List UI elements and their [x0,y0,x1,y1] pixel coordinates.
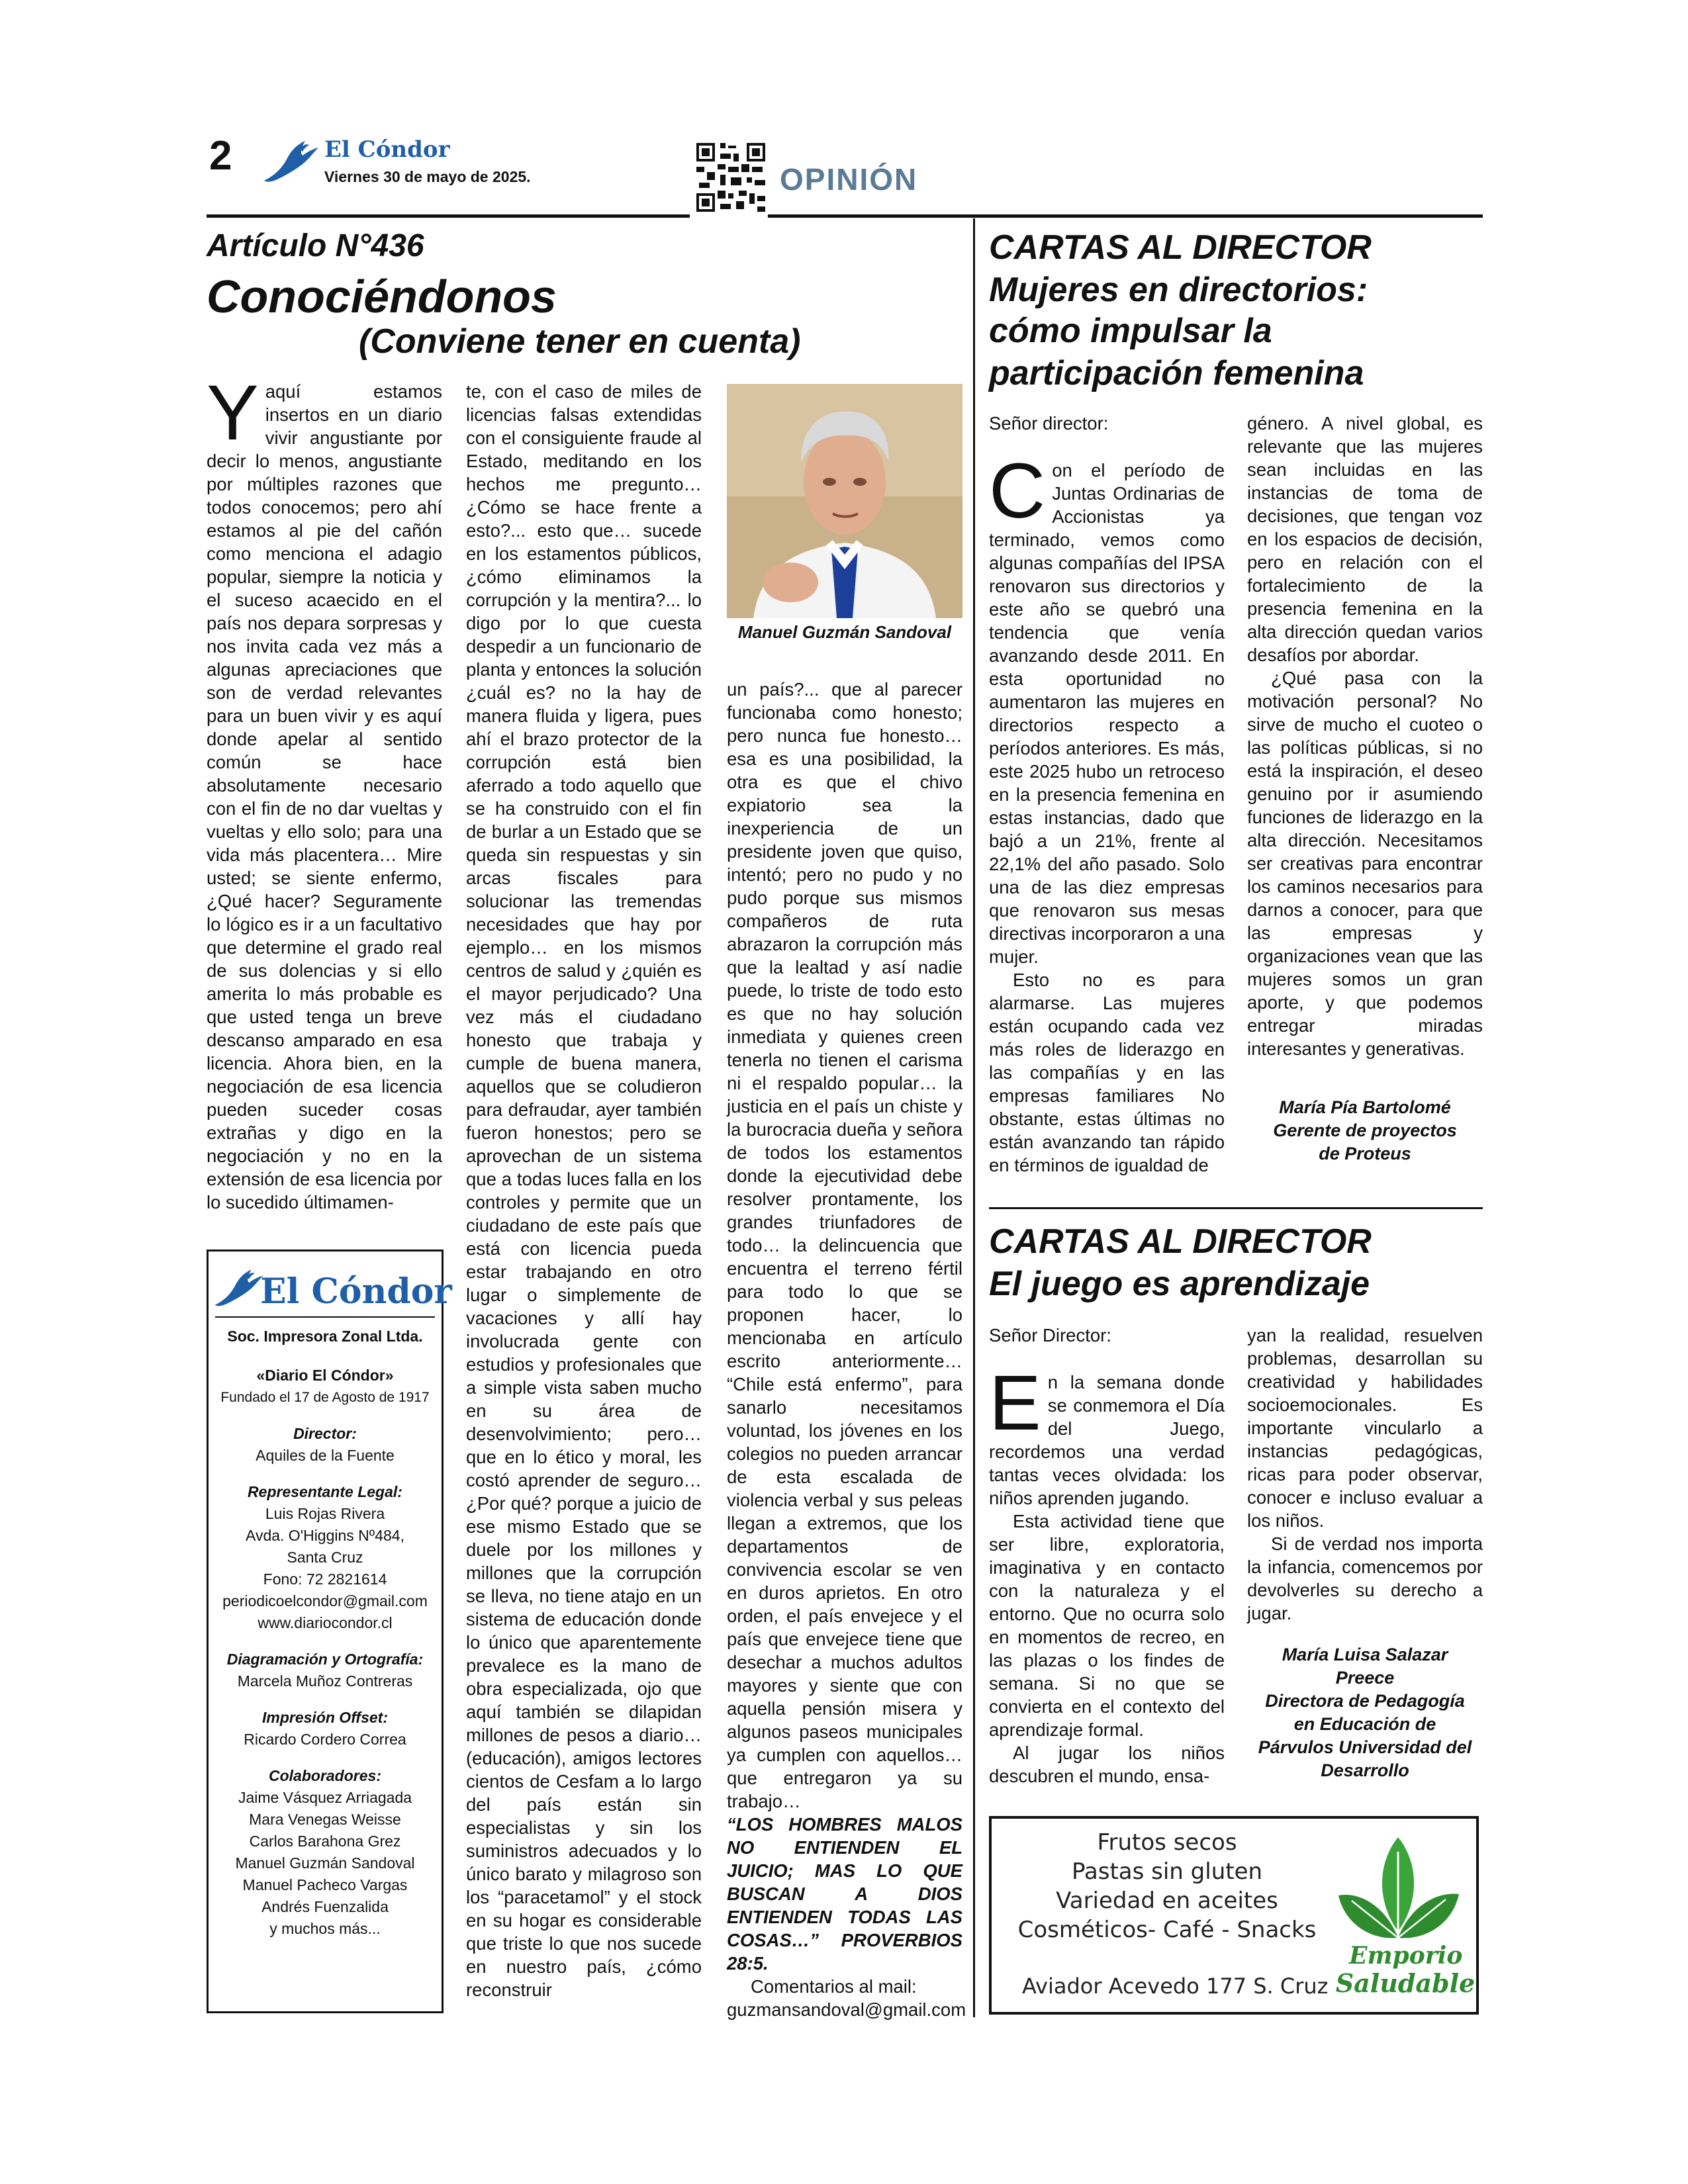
letter1-signature-1: María Pía Bartolomé [1279,1097,1451,1117]
letter2-signature-4: en Educación de [1293,1714,1436,1734]
header-rule-left [207,214,690,218]
director-label: Director: [293,1425,357,1442]
condor-logo-icon [212,1265,265,1312]
letter1-column-1 [989,412,1225,1177]
collaborator-item: Jaime Vásquez Arriagada [238,1789,412,1806]
letter2-signature-1: María Luisa Salazar [1282,1645,1448,1664]
phone: Fono: 72 2821614 [263,1570,387,1588]
ad-line-4: Cosméticos- Café - Snacks [1017,1917,1317,1943]
qr-code-icon [694,140,768,214]
letter1-kicker: CARTAS AL DIRECTOR [989,228,1372,267]
collaborator-item: Mara Venegas Weisse [249,1811,401,1828]
letter2-col1-p1: n la semana donde se conmemora el Día del Juego, recordemos una verdad tantas veces olvidada: los niños aprenden jugando. [989,1372,1225,1508]
header-logo-text: El Cóndor [324,136,450,163]
masthead-box [207,1250,452,2013]
section-title: OPINIÓN [780,162,918,197]
letter1-dropcap: C [989,447,1046,535]
header-date: Viernes 30 de mayo de 2025. [324,168,531,185]
ad-line-3: Variedad en aceites [1056,1888,1278,1914]
letter2-signature-5: Párvulos Universidad del [1258,1737,1472,1757]
letter2-signature-6: Desarrollo [1321,1760,1409,1780]
ad-address: Aviador Acevedo 177 S. Cruz [1022,1974,1329,1999]
collaborator-item: Manuel Guzmán Sandoval [235,1854,415,1872]
article-col3-text: un país?... que al parecer funcionaba como honesto; pero nunca fue honesto… esa es una posibilidad, la otra es que el chivo expiatorio sea la inexperiencia de un presidente joven que quiso, intentó; pero no pudo y no pudo porque sus mismos compañeros de ruta abrazaron la corrupción más que la lealtad y así nadie puede, lo triste de todo esto es que no hay solución inmediata y quienes creen tenerla no tienen el carisma ni el respaldo popular… la justicia en el país un chiste y la burocracia dueña y señora de todos los estamentos donde la ejecutividad debe resolver prontamente, los grandes triunfadores de todo… la delincuencia que encuentra el terreno fértil para todo lo que se proponen hacer, lo mencionaba en artículo escrito anteriormente… “Chile está enfermo”, para sanarlo necesitamos voluntad, los jóvenes en los colegios no pueden arrancar de esta escalada de violencia verbal y sus peleas llegan a extremos, que los departamentos de convivencia escolar se ven en duros aprietos. En otro orden, el país envejece y el país que envejece tiene que desechar a muchos adultos mayores y siente que con aquella pensión misera y algunos paseos municipales ya cumplen con aquellos… que entregaron ya su trabajo… [727,679,962,1811]
article-column-1 [207,369,442,1214]
letter1-col1-p2: Esto no es para alarmarse. Las mujeres están ocupando cada vez más roles de liderazgo en las compañías y en las empresas familiares No obstante, estas últimas no están avanzando tan rápido en términos de igualdad de [989,970,1225,1175]
letter2-salutation: Señor Director: [989,1325,1111,1345]
masthead-logo-text: El Cóndor [260,1271,452,1312]
letter1-col1-p1: on el período de Juntas Ordinarias de Accionistas ya terminado, vemos como algunas compañías del IPSA renovaron sus directorios y este año se quebró una tendencia que venía avanzando desde 2011. En esta oportunidad no aumentaron las mujeres en directorios respecto a períodos anteriores. Es más, este 2025 hubo un retroceso en la presencia femenina en estas instancias, dado que bajó a un 21%, frente al 22,1% del año pasado. Solo una de las diez empresas que renovaron sus mesas directivas incorporaron a una mujer. [989,460,1225,967]
article-subtitle: (Conviene tener en cuenta) [359,322,801,361]
director-name: Aquiles de la Fuente [256,1447,395,1464]
article-col1-text: aquí estamos insertos en un diario vivir angustiante por decir lo menos, angustiante por múltiples razones que todos conocemos; pero ahí estamos al pie del cañón como menciona el adagio popular, siempre la noticia y el suceso acaecido en el país nos depara sorpresas y nos invita cada vez más a algunas apreciaciones que son de verdad relevantes para un buen vivir y es aquí donde apelar al sentido común se hace absolutamente necesario con el fin de no dar vueltas y vueltas y ello solo; para una vida más placentera… Mire usted; se siente enfermo, ¿Qué hacer? Seguramente lo lógico es ir a un facultativo que determine el grado real de sus dolencias y si ello amerita lo más probable es que usted tenga un breve descanso amparado en esa licencia. Ahora bien, en la negociación de esa licencia pueden suceder cosas extrañas y digo en la negociación y no en la extensión de esa licencia por lo sucedido últimamen- [207,381,442,1212]
letter2-col2-p1: yan la realidad, resuelven problemas, desarrollan su creatividad y habilidades socioemocionales. Es importante vincularlo a instancias pedagógicas, ricas para poder observar, conocer e incluso evaluar a los niños. [1247,1325,1483,1531]
collaborator-item: Manuel Pacheco Vargas [242,1876,408,1893]
letter2-signature-3: Directora de Pedagogía [1265,1691,1465,1711]
letter1-column-2 [1247,412,1483,1165]
article-number: Artículo N°436 [207,228,424,263]
letter2-title: El juego es aprendizaje [989,1265,1370,1303]
print-name: Ricardo Cordero Correa [244,1731,406,1748]
comments-email: guzmansandoval@gmail.com [727,1999,966,2020]
letter2-col2-p2: Si de verdad nos importa la infancia, comencemos por devolverles su derecho a jugar. [1247,1533,1483,1623]
article-col2-text: te, con el caso de miles de licencias falsas extendidas con el consiguiente fraude al Estado, meditando en los hechos me pregunto… ¿Cómo se hace frente a esto?... esto que… sucede en los estamentos públicos, ¿cómo eliminamos la corrupción y la mentira?... lo digo por lo que cuesta despedir a un funcionario de planta y entonces la solución ¿cuál es? no la hay de manera fluida y ligera, pues ahí el brazo protector de la corrupción está bien aferrado a todo aquello que se ha construido con el fin de burlar a un Estado que se queda sin respuestas y sin arcas fiscales para solucionar las tremendas necesidades que hay por ejemplo… en los mismos centros de salud y ¿quién es el mayor perjudicado? Una vez más el ciudadano honesto que trabaja y cumple de buena manera, aquellos que se coludieron para defraudar, ayer también fueron honestos; pero se aprovechan de un sistema que a todas luces falla en los controles y permite que un ciudadano de este país que está con licencia pueda estar trabajando en otro lugar o simplemente de vacaciones y allí hay involucrada gente con estudios y profesionales que a simple vista saben mucho en su área de desenvolvimiento; pero… que en lo ético y moral, les costó aprender de seguro… ¿Por qué? porque a juicio de ese mismo Estado que se duele por los millones y millones que la corrupción se lleva, no tiene atajo en un sistema de educación donde lo único que aparentemente prevalece es la mano de obra especializada, ojo que aquí también se dilapidan millones de pesos a diario… (educación), amigos lectores cientos de Cesfam a lo largo del país están sin especialistas y sin los suministros adecuados y lo único barato y milagroso son los “paracetamol” y el stock en su hogar es considerable que triste lo que nos sucede en nuestro país, ¿cómo reconstruir [466,381,702,2000]
leaf-icon [1332,1832,1464,1944]
collaborator-item: Andrés Fuenzalida [261,1898,389,1915]
letter2-col1-p3: Al jugar los niños descubren el mundo, ensa- [989,1743,1225,1786]
letter2-col1-p2: Esta actividad tiene que ser libre, exploratoria, imaginativa y en contacto con la naturaleza y el entorno. Que no ocurra solo en momentos de recreo, en las plazas o los findes de semana. Si no que se convierta en el contexto del aprendizaje formal. [989,1511,1225,1740]
contact-email: periodicoelcondor@gmail.com [222,1592,428,1610]
paper-name: «Diario El Cóndor» [256,1367,394,1384]
author-photo [727,384,962,618]
advertisement-box [989,1816,1479,2015]
letter2-column-1 [989,1324,1225,1788]
letter1-title-3: participación femenina [989,354,1364,392]
legal-label: Representante Legal: [248,1483,402,1500]
collaborator-item: y muchos más... [269,1920,381,1937]
letter2-signature-2: Preece [1335,1668,1395,1688]
article-column-3 [727,678,966,2021]
letter1-col2-p2: ¿Qué pasa con la motivación personal? No sirve de mucho el cuoteo o las políticas públicas, si no está la inspiración, el deseo genuino por ir asumiendo funciones de liderazgo en la alta dirección. Necesitamos ser creativas para encontrar los caminos necesarios para darnos a conocer, para que las empresas y organizaciones vean que las mujeres somos un gran aporte, y que podemos entregar miradas interesantes y generativas. [1247,668,1483,1059]
website: www.diariocondor.cl [258,1614,393,1631]
article-title: Conociéndonos [207,271,557,322]
letter2-dropcap: E [989,1359,1041,1447]
letter1-salutation: Señor director: [989,413,1109,433]
page-number: 2 [209,133,232,179]
article-column-2 [466,380,702,2001]
condor-logo-icon [261,136,321,189]
ad-line-1: Frutos secos [1097,1829,1237,1856]
letter1-signature-3: de Proteus [1319,1144,1411,1163]
photo-caption: Manuel Guzmán Sandoval [737,622,952,642]
letter2-kicker: CARTAS AL DIRECTOR [989,1222,1372,1261]
ad-line-2: Pastas sin gluten [1071,1858,1263,1885]
company-name: Soc. Impresora Zonal Ltda. [227,1328,423,1345]
letter2-column-2 [1247,1324,1483,1782]
collaborator-item: Carlos Barahona Grez [249,1833,401,1850]
founded-date: Fundado el 17 de Agosto de 1917 [220,1390,430,1405]
collaborators-label: Colaboradores: [269,1767,381,1784]
letter1-signature-2: Gerente de proyectos [1273,1120,1457,1140]
ad-brand-1: Emporio [1349,1942,1463,1970]
legal-name: Luis Rojas Rivera [265,1505,385,1522]
print-label: Impresión Offset: [262,1709,388,1726]
letter1-title-1: Mujeres en directorios: [989,271,1368,309]
layout-label: Diagramación y Ortografía: [226,1651,424,1668]
article-quote: “LOS HOMBRES MALOS NO ENTIENDEN EL JUICIO; MAS LO QUE BUSCAN A DIOS ENTIENDEN TODAS LAS COSAS…” PROVERBIOS 28:5. [727,1814,962,1974]
address-line-1: Avda. O'Higgins Nº484, [246,1527,404,1544]
address-line-2: Santa Cruz [287,1549,363,1566]
letter-separator [989,1207,1483,1209]
comments-label: Comentarios al mail: [751,1976,917,1997]
ad-brand-2: Saludable [1335,1968,1476,1998]
header-rule-right [768,214,1483,218]
column-divider [973,218,975,2017]
letter1-col2-p1: género. A nivel global, es relevante que las mujeres sean incluidas en las instancias de toma de decisiones, que tengan voz en los espacios de decisión, pero en relación con el fortalecimiento de la presencia femenina en la alta dirección quedan varios desafíos por abordar. [1247,413,1483,665]
letter1-title-2: cómo impulsar la [989,312,1272,350]
layout-name: Marcela Muñoz Contreras [237,1672,413,1690]
article-dropcap: Y [207,369,259,457]
masthead-rule [215,1316,435,1318]
